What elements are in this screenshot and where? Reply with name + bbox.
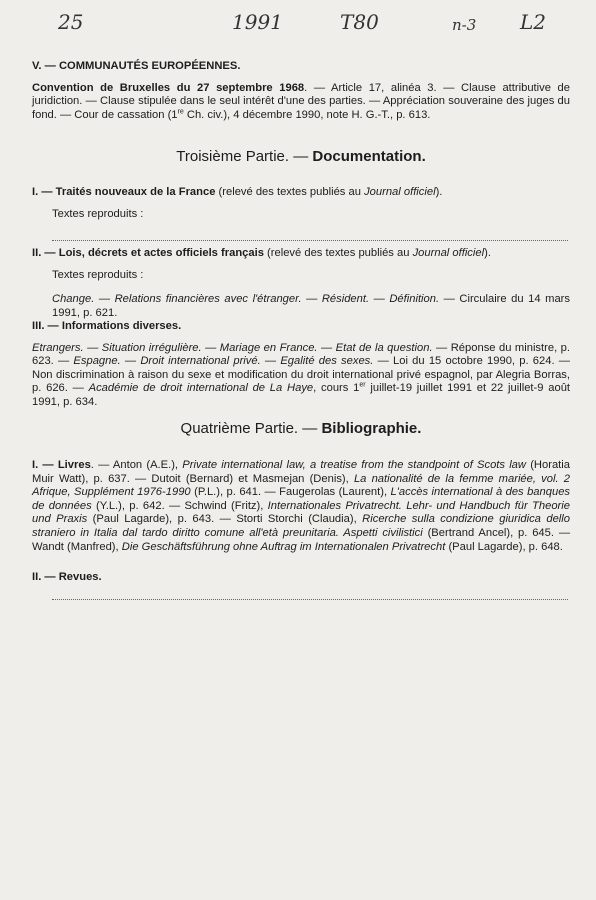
- book-title: Ricerche sulla condizione giuridica dello straniero in Italia dal tardo diritto comune all'età preunitaria. Aspetti civilistici: [32, 513, 570, 539]
- handwritten-mark: T80: [340, 10, 379, 34]
- heading-end: ).: [484, 247, 491, 259]
- part-title-plain: Troisième Partie. —: [176, 148, 313, 165]
- livres-text: (Paul Lagarde), p. 648.: [445, 540, 563, 553]
- convention-text: . — Article 17, alinéa 3. — Clause attributive de juridiction. — Clause stipulée dans le seul intérêt d'une des parties. — Appréciation souveraine des juges du fond. — Cour de cassation (1: [32, 81, 570, 121]
- section-heading: V. — COMMUNAUTÉS EUROPÉENNES.: [32, 60, 241, 72]
- info-italic-5: Académie de droit international de La Haye: [88, 382, 314, 395]
- heading-text: (relevé des textes publiés au: [263, 247, 413, 259]
- part-title-plain: Quatrième Partie. —: [180, 420, 322, 437]
- handwritten-mark: 1991: [232, 10, 283, 34]
- info-text-4: — Loi du 15 octobre 1990, p. 624. — Non discrimination à raison du sexe et modification du droit international privé espagnol, par Alegria Borras, p. 626. —: [32, 355, 570, 395]
- change-text: — Circulaire du 14 mars 1991, p. 621.: [52, 293, 570, 319]
- superscript: re: [177, 108, 184, 116]
- section-revues: [32, 571, 570, 600]
- book-title: La nationalité de la femme mariée, vol. 2 Afrique, Supplément 1976-1990: [32, 472, 570, 499]
- dotted-line: [52, 591, 568, 600]
- book-title: Internationales Privatrecht. Lehr- und Handbuch für Theorie und Praxis: [32, 499, 570, 526]
- heading-bold: I. — Traités nouveaux de la France: [32, 186, 216, 198]
- section-heading: III. — Informations diverses.: [32, 320, 182, 332]
- handwritten-mark: n-3: [452, 16, 477, 34]
- superscript: er: [359, 381, 366, 389]
- heading-italic: Journal officiel: [364, 186, 436, 198]
- info-text-2: — Réponse du ministre, p. 623. —: [32, 341, 570, 368]
- livres-text: (Paul Lagarde), p. 643. — Storti Storchi (Claudia),: [87, 513, 363, 526]
- heading-bold: I. — Livres: [32, 459, 91, 471]
- part-title-bold: Documentation.: [312, 148, 426, 165]
- part4-title: [32, 422, 570, 436]
- section-informations: [32, 320, 570, 410]
- section-heading: II. — Revues.: [32, 571, 102, 583]
- textes-reproduits-label: Textes reproduits :: [52, 207, 144, 220]
- convention-paragraph: [32, 82, 570, 123]
- livres-text: (Bertrand Ancel), p. 645. — Wandt (Manfred),: [32, 526, 571, 553]
- book-title: L'accès international à des banques de données: [32, 486, 571, 512]
- part3-title: [32, 150, 570, 164]
- handwritten-mark: L2: [520, 10, 547, 34]
- heading-text: (relevé des textes publiés au: [215, 186, 365, 198]
- textes-reproduits-label: Textes reproduits :: [52, 268, 144, 281]
- livres-text: . — Anton (A.E.),: [90, 459, 183, 471]
- book-title: Die Geschäftsführung ohne Auftrag im Internationalen Privatrecht: [121, 540, 446, 553]
- info-text-7: juillet-19 juillet 1991 et 22 juillet-9 août 1991, p. 634.: [32, 382, 571, 408]
- convention-tail: Ch. civ.), 4 décembre 1990, note H. G.-T., p. 613.: [183, 108, 431, 121]
- section-livres: [32, 459, 570, 554]
- livres-text: (Y.L.), p. 642. — Schwind (Fritz),: [91, 499, 268, 512]
- heading-bold: II. — Lois, décrets et actes officiels français: [32, 247, 264, 259]
- info-text-6: , cours 1: [313, 382, 360, 395]
- informations-paragraph: [32, 342, 570, 410]
- section-heading: [32, 247, 570, 261]
- part-title-bold: Bibliographie.: [321, 420, 422, 437]
- section-traites: [32, 186, 570, 241]
- info-italic-1: Etrangers. — Situation irrégulière. — Mariage en France. — Etat de la question.: [32, 341, 433, 354]
- livres-paragraph: [32, 459, 570, 554]
- dotted-line: [52, 232, 568, 241]
- change-italic: Change. — Relations financières avec l'étranger. — Résident. — Définition.: [52, 293, 440, 306]
- convention-title: Convention de Bruxelles du 27 septembre 1968: [32, 81, 305, 94]
- livres-text: (P.L.), p. 641. — Faugerolas (Laurent),: [190, 486, 391, 499]
- change-entry: [52, 293, 570, 320]
- section-communautes: [32, 60, 570, 122]
- handwritten-mark: 25: [58, 10, 84, 34]
- heading-italic: Journal officiel: [412, 247, 485, 259]
- livres-text: (Horatia Muir Watt), p. 637. — Dutoit (Bernard) et Masmejan (Denis),: [32, 459, 571, 485]
- section-heading: [32, 186, 570, 200]
- section-lois: [32, 247, 570, 321]
- heading-end: ).: [435, 186, 443, 198]
- info-italic-3: Espagne. — Droit international privé. — Egalité des sexes.: [73, 355, 374, 368]
- book-title: Private international law, a treatise from the standpoint of Scots law: [182, 459, 526, 471]
